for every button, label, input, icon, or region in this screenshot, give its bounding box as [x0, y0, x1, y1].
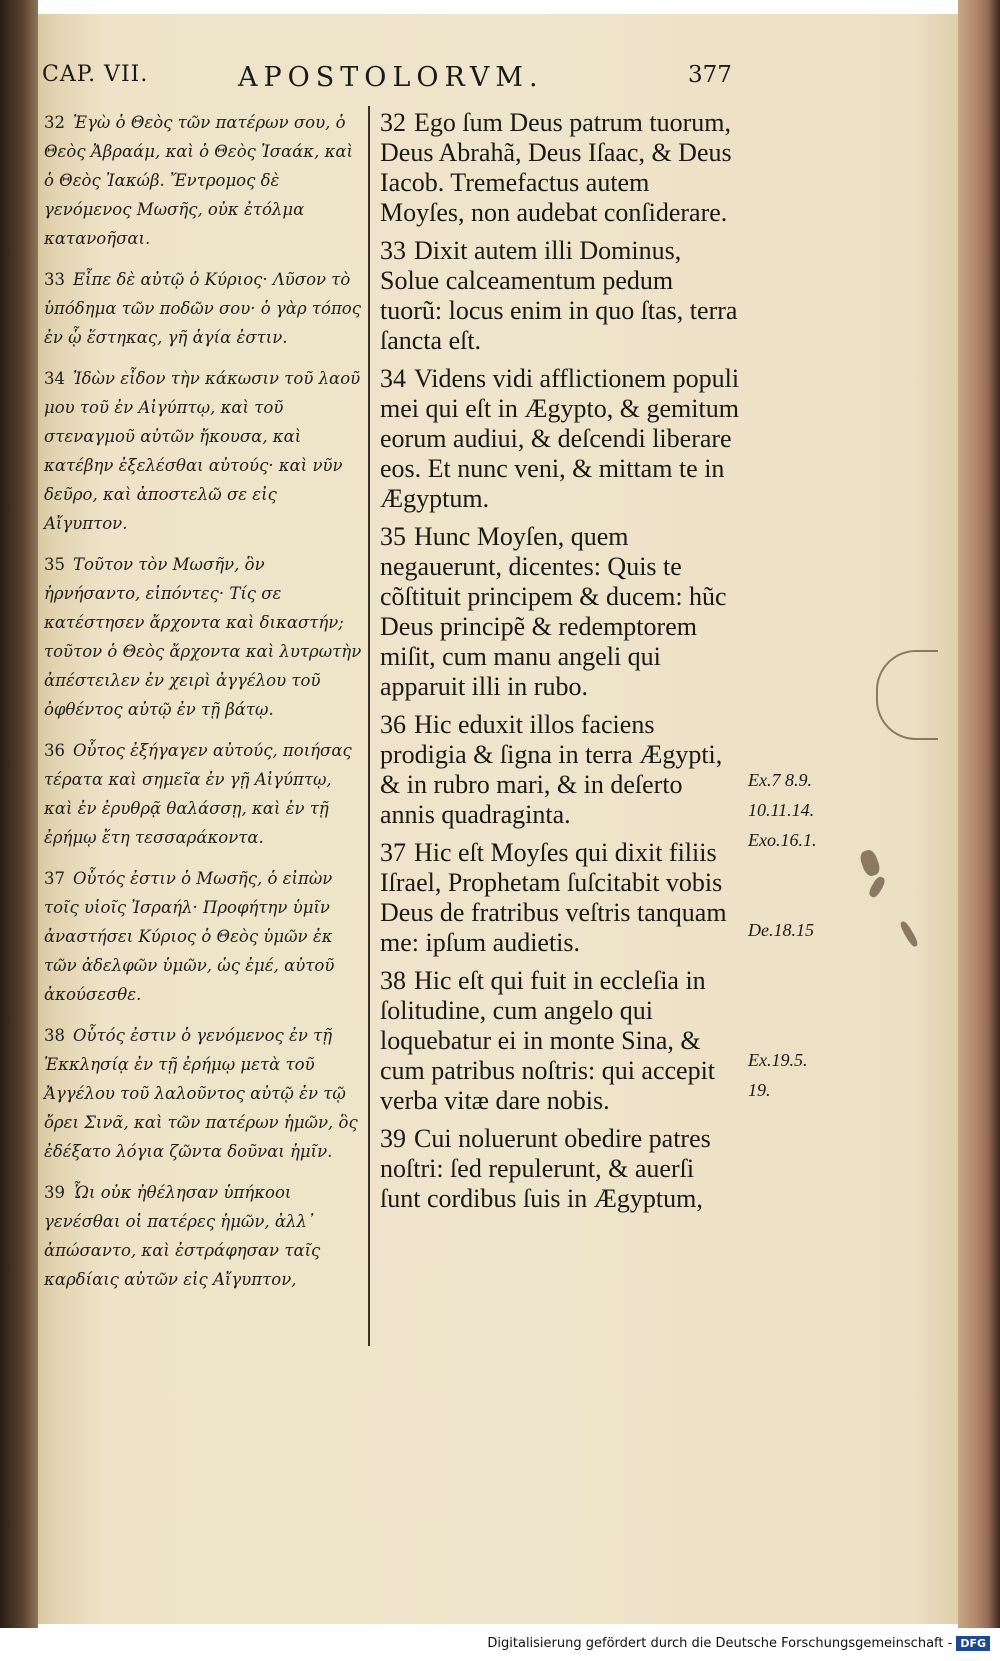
verse-33 [44, 265, 362, 352]
verse-34 [380, 364, 740, 514]
verse-number: 37 [44, 869, 65, 888]
verse-32 [44, 108, 362, 253]
verse-text: Videns vidi afflictionem populi mei qui eſt in Ægypto, & gemitum eorum audiui, & deſcendi liberare eos. Et nunc veni, & mittam te in Ægyptum. [380, 364, 740, 513]
verse-number: 39 [44, 1183, 65, 1202]
digitization-footer [487, 1636, 990, 1651]
verse-number: 36 [44, 741, 65, 760]
running-head-chapter: CAP. VII. [42, 62, 149, 87]
verse-number: 39 [380, 1124, 406, 1153]
verse-38 [380, 966, 740, 1116]
verse-39 [44, 1178, 362, 1294]
greek-column [44, 108, 362, 1306]
verse-text: Hunc Moyſen, quem negauerunt, dicentes: Quis te cõſtituit principem & ducem: hũc Deus principẽ & redemptorem miſit, cum manu angeli qui apparuit illi in rubo. [380, 522, 727, 701]
running-head-title: APOSTOLORVM. [238, 62, 544, 93]
verse-text: Ego ſum Deus patrum tuorum, Deus Abrahã, Deus Iſaac, & Deus Iacob. Tremefactus autem Moyſes, non audebat conſiderare. [380, 108, 732, 227]
margin-note: Exo.16.1. [748, 830, 817, 850]
verse-39 [380, 1124, 740, 1214]
page-edge [958, 0, 1000, 1661]
book-gutter [0, 0, 38, 1661]
page-number: 377 [688, 62, 732, 88]
verse-35 [380, 522, 740, 702]
verse-number: 34 [380, 364, 406, 393]
margin-note: 10.11.14. [748, 800, 815, 820]
verse-37 [380, 838, 740, 958]
latin-column [380, 108, 740, 1222]
verse-text: Cui noluerunt obedire patres noſtri: ſed repulerunt, & auerſi ſunt cordibus ſuis in Ægyptum, [380, 1124, 711, 1213]
verse-36 [44, 736, 362, 852]
dfg-logo: DFG [956, 1636, 990, 1651]
verse-number: 32 [380, 108, 406, 137]
verse-number: 32 [44, 113, 65, 132]
verse-number: 35 [44, 555, 65, 574]
verse-text: Τοῦτον τὸν Μωσῆν, ὃν ἠρνήσαντο, εἰπόντες· Τίς σε κατέστησεν ἄρχοντα καὶ δικαστήν; τοῦτον ὁ Θεὸς ἄρχοντα καὶ λυτρωτὴν ἀπέστειλεν ἐν χειρὶ ἀγγέλου τοῦ ὀφθέντος αὐτῷ ἐν τῇ βάτῳ. [44, 555, 362, 719]
verse-number: 37 [380, 838, 406, 867]
verse-text: Οὗτος ἐξήγαγεν αὐτούς, ποιήσας τέρατα καὶ σημεῖα ἐν γῇ Αἰγύπτῳ, καὶ ἐν ἐρυθρᾷ θαλάσσῃ, καὶ ἐν τῇ ἐρήμῳ ἔτη τεσσαράκοντα. [44, 741, 352, 847]
verse-text: Hic eſt qui fuit in eccleſia in ſolitudine, cum angelo qui loquebatur ei in monte Sina, & cum patribus noſtris: qui accepit verba vitæ dare nobis. [380, 966, 716, 1115]
verse-number: 34 [44, 369, 65, 388]
verse-38 [44, 1021, 362, 1166]
verse-text: Οὗτός ἐστιν ὁ γενόμενος ἐν τῇ Ἐκκλησίᾳ ἐν τῇ ἐρήμῳ μετὰ τοῦ Ἀγγέλου τοῦ λαλοῦντος αὐτῷ ἐν τῷ ὄρει Σινᾶ, καὶ τῶν πατέρων ἡμῶν, ὃς ἐδέξατο λόγια ζῶντα δοῦναι ἡμῖν. [44, 1026, 358, 1161]
verse-34 [44, 364, 362, 538]
margin-note: De.18.15 [748, 920, 814, 940]
verse-text: Ὧι οὐκ ἠθέλησαν ὑπήκοοι γενέσθαι οἱ πατέρες ἡμῶν, ἀλλ᾽ ἀπώσαντο, καὶ ἐστράφησαν ταῖς καρδίαις αὐτῶν εἰς Αἴγυπτον, [44, 1183, 321, 1289]
verse-text: Hic eſt Moyſes qui dixit filiis Iſrael, Prophetam ſuſcitabit vobis Deus de fratribus veſtris tanquam me: ipſum audietis. [380, 838, 727, 957]
verse-number: 38 [44, 1026, 65, 1045]
margin-note: 19. [748, 1080, 771, 1100]
verse-number: 33 [380, 236, 406, 265]
verse-32 [380, 108, 740, 228]
verse-text: Dixit autem illi Dominus, Solue calceamentum pedum tuorũ: locus enim in quo ſtas, terra ſancta eſt. [380, 236, 738, 355]
verse-text: Οὗτός ἐστιν ὁ Μωσῆς, ὁ εἰπὼν τοῖς υἱοῖς Ἰσραήλ· Προφήτην ὑμῖν ἀναστήσει Κύριος ὁ Θεὸς ὑμῶν ἐκ τῶν ἀδελφῶν ὑμῶν, ὡς ἐμέ, αὐτοῦ ἀκούσεσθε. [44, 869, 335, 1004]
verse-text: Hic eduxit illos faciens prodigia & ſigna in terra Ægypti, & in rubro mari, & in deſerto annis quadraginta. [380, 710, 723, 829]
verse-text: Ἐγὼ ὁ Θεὸς τῶν πατέρων σου, ὁ Θεὸς Ἀβραάμ, καὶ ὁ Θεὸς Ἰσαάκ, καὶ ὁ Θεὸς Ἰακώβ. Ἔντρομος δὲ γενόμενος Μωσῆς, οὐκ ἐτόλμα κατανοῆσαι. [44, 113, 353, 248]
margin-note: Ex.19.5. [748, 1050, 808, 1070]
verse-37 [44, 864, 362, 1009]
column-divider [368, 106, 370, 1346]
verse-number: 33 [44, 270, 65, 289]
verse-number: 38 [380, 966, 406, 995]
verse-36 [380, 710, 740, 830]
verse-number: 36 [380, 710, 406, 739]
margin-note: Ex.7 8.9. [748, 770, 812, 790]
paper-tab [876, 650, 938, 740]
verse-text: Ἰδὼν εἶδον τὴν κάκωσιν τοῦ λαοῦ μου τοῦ ἐν Αἰγύπτῳ, καὶ τοῦ στεναγμοῦ αὐτῶν ἤκουσα, καὶ κατέβην ἐξελέσθαι αὐτούς· καὶ νῦν δεῦρο, καὶ ἀποστελῶ σε εἰς Αἴγυπτον. [44, 369, 361, 533]
verse-number: 35 [380, 522, 406, 551]
verse-33 [380, 236, 740, 356]
footer-text: Digitalisierung gefördert durch die Deutsche Forschungsgemeinschaft - [487, 1636, 953, 1651]
verse-35 [44, 550, 362, 724]
verse-text: Εἶπε δὲ αὐτῷ ὁ Κύριος· Λῦσον τὸ ὑπόδημα τῶν ποδῶν σου· ὁ γὰρ τόπος ἐν ᾧ ἕστηκας, γῆ ἁγία ἐστιν. [44, 270, 361, 347]
